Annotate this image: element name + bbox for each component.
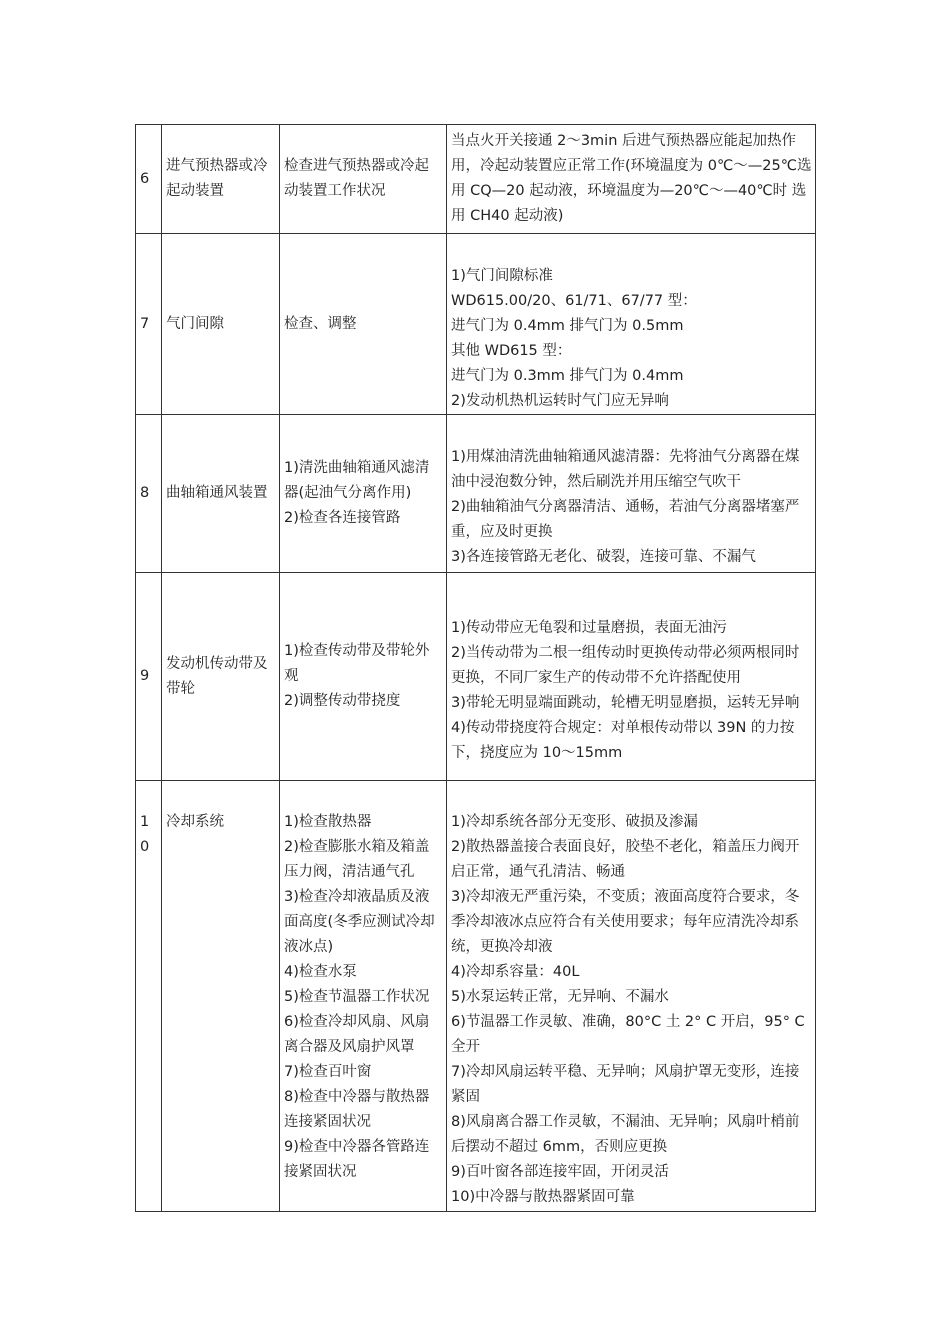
requirement-line: 4)传动带挠度符合规定：对单根传动带以 39N 的力按下，挠度应为 10～15mm (451, 719, 795, 761)
requirement-line: 10)中冷器与散热器紧固可靠 (451, 1189, 635, 1205)
item-name: 发动机传动带及带轮 (162, 573, 280, 781)
requirement-line: 2)曲轴箱油气分离器清洁、通畅，若油气分离器堵塞严重，应及时更换 (451, 499, 800, 540)
requirement-line: 2)散热器盖接合表面良好，胶垫不老化，箱盖压力阀开启正常，通气孔清洁、畅通 (451, 839, 800, 880)
operation-line: 检查进气预热器或冷起动装置工作状况 (284, 158, 429, 199)
row-number-text: 10 (140, 814, 150, 855)
requirement-cell (447, 415, 816, 573)
requirement-line: 其他 WD615 型： (451, 343, 572, 359)
requirement-line: 3)带轮无明显端面跳动，轮槽无明显磨损，运转无异响 (451, 694, 800, 711)
requirement-line: 当点火开关接通 2～3min 后进气预热器应能起加热作用，冷起动装置应正常工作(环境温度为 0℃～—25℃选用 CQ—20 起动液，环境温度为—20℃～—40℃时 选用 CH40 起动液) (451, 133, 812, 224)
operation-line: 8)检查中冷器与散热器连接紧固状况 (284, 1089, 430, 1130)
row-number: 9 (136, 573, 162, 781)
operation-line: 3)检查冷却液晶质及液面高度(冬季应测试冷却液冰点) (284, 889, 435, 955)
requirement-line: 2)发动机热机运转时气门应无异响 (451, 393, 669, 409)
maintenance-table (135, 124, 816, 1212)
requirement-line: 1)冷却系统各部分无变形、破损及渗漏 (451, 814, 698, 830)
operation-cell (280, 781, 447, 1212)
row-number: 7 (136, 234, 162, 415)
requirement-line: 3)冷却液无严重污染，不变质；液面高度符合要求，冬季冷却液冰点应符合有关使用要求；每年应清洗冷却系统，更换冷却液 (451, 889, 800, 955)
requirement-cell (447, 234, 816, 415)
requirement-line: 1)气门间隙标准 (451, 268, 553, 284)
operation-cell (280, 573, 447, 781)
operation-cell (280, 415, 447, 573)
requirement-line: 进气门为 0.4mm 排气门为 0.5mm (451, 318, 684, 334)
operation-line: 2)检查各连接管路 (284, 510, 401, 526)
table-row (136, 415, 816, 573)
requirement-line: WD615.00/20、61/71、67/77 型： (451, 293, 697, 309)
requirement-cell (447, 125, 816, 234)
requirement-line: 3)各连接管路无老化、破裂，连接可靠、不漏气 (451, 549, 756, 565)
operation-line: 4)检查水泵 (284, 964, 357, 980)
operation-line: 6)检查冷却风扇、风扇离合器及风扇护风罩 (284, 1014, 430, 1055)
requirement-line: 1)传动带应无龟裂和过量磨损，表面无油污 (451, 619, 727, 636)
requirement-cell (447, 573, 816, 781)
requirement-line: 9)百叶窗各部连接牢固，开闭灵活 (451, 1164, 669, 1180)
operation-line: 1)清洗曲轴箱通风滤清器(起油气分离作用) (284, 460, 430, 501)
requirement-line: 1)用煤油清洗曲轴箱通风滤清器：先将油气分离器在煤油中浸泡数分钟，然后刷洗并用压缩空气吹干 (451, 449, 800, 490)
operation-cell (280, 125, 447, 234)
item-name: 气门间隙 (162, 234, 280, 415)
operation-line: 1)检查传动带及带轮外观 (284, 643, 430, 684)
operation-line: 2)调整传动带挠度 (284, 693, 401, 709)
requirement-line: 4)冷却系容量：40L (451, 964, 580, 980)
table-row (136, 125, 816, 234)
table-row (136, 781, 816, 1212)
operation-line: 7)检查百叶窗 (284, 1064, 372, 1080)
operation-line: 1)检查散热器 (284, 814, 372, 830)
row-number: 8 (136, 415, 162, 573)
requirement-line: 8)风扇离合器工作灵敏，不漏油、无异响；风扇叶梢前后摆动不超过 6mm，否则应更换 (451, 1114, 800, 1155)
operation-line: 检查、调整 (284, 315, 357, 332)
operation-line: 9)检查中冷器各管路连接紧固状况 (284, 1139, 430, 1180)
requirement-line: 2)当传动带为二根一组传动时更换传动带必须两根同时更换，不同厂家生产的传动带不允许搭配使用 (451, 644, 800, 686)
requirement-cell (447, 781, 816, 1212)
item-name: 进气预热器或冷起动装置 (162, 125, 280, 234)
requirement-line: 7)冷却风扇运转平稳、无异响；风扇护罩无变形，连接紧固 (451, 1064, 800, 1105)
operation-cell (280, 234, 447, 415)
requirement-line: 6)节温器工作灵敏、准确，80°C 土 2° C 开启，95° C 全开 (451, 1014, 805, 1055)
operation-line: 2)检查膨胀水箱及箱盖压力阀，清洁通气孔 (284, 839, 430, 880)
item-name: 曲轴箱通风装置 (162, 415, 280, 573)
row-number: 6 (136, 125, 162, 234)
item-name: 冷却系统 (162, 781, 280, 1212)
row-number (136, 781, 162, 1212)
requirement-line: 进气门为 0.3mm 排气门为 0.4mm (451, 368, 684, 384)
requirement-line: 5)水泵运转正常，无异响、不漏水 (451, 989, 669, 1005)
table-row (136, 234, 816, 415)
operation-line: 5)检查节温器工作状况 (284, 989, 430, 1005)
table-row (136, 573, 816, 781)
